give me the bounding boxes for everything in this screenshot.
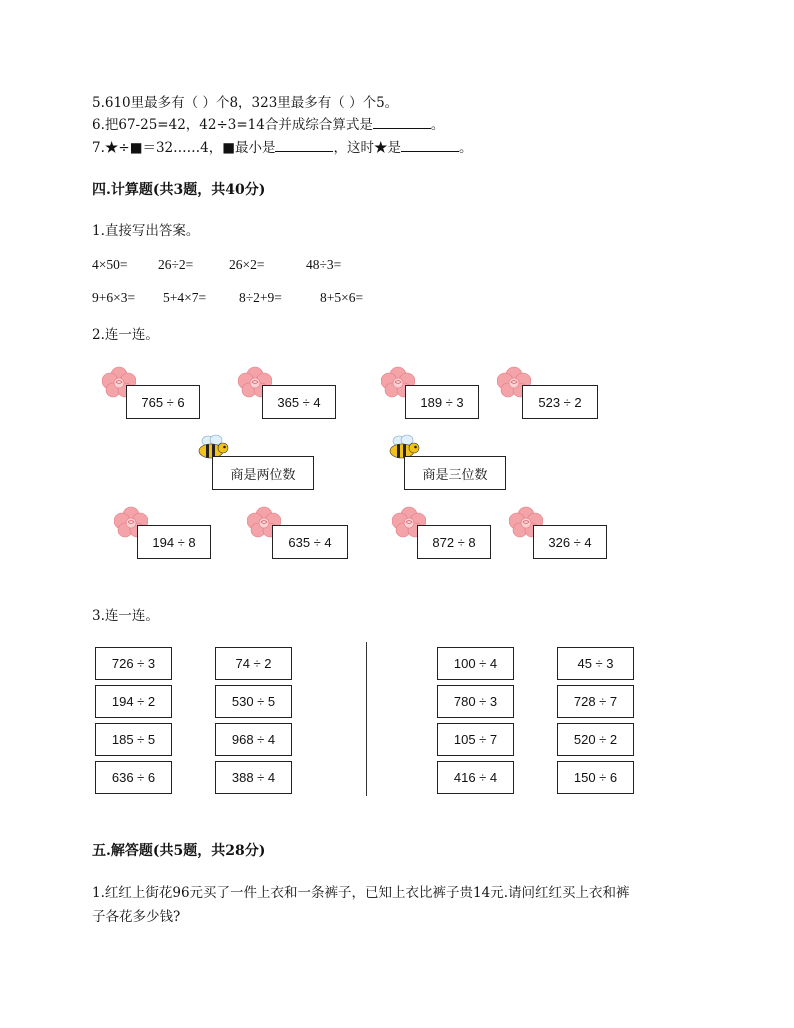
question-7-text: 7.★÷■＝32……4，■最小是	[92, 140, 276, 156]
calc-item: 9+6×3=	[92, 290, 136, 305]
division-box[interactable]: 100 ÷ 4	[437, 647, 514, 680]
question-7-end: 。	[458, 140, 473, 156]
calc-item: 26×2=	[229, 257, 265, 272]
category-box[interactable]: 商是三位数	[404, 456, 506, 490]
division-box[interactable]: 726 ÷ 3	[95, 647, 172, 680]
division-box[interactable]: 150 ÷ 6	[557, 761, 634, 794]
question-7-text-2: ，这时★是	[333, 140, 401, 156]
dividend-box[interactable]: 326 ÷ 4	[533, 525, 607, 559]
calc-item: 5+4×7=	[163, 290, 207, 305]
division-box[interactable]: 45 ÷ 3	[557, 647, 634, 680]
answer-blank[interactable]	[401, 139, 459, 152]
dividend-box[interactable]: 365 ÷ 4	[262, 385, 336, 419]
calc-question-1-title: 1.直接写出答案。	[92, 223, 200, 239]
division-box[interactable]: 194 ÷ 2	[95, 685, 172, 718]
calc-item: 8÷2+9=	[239, 290, 282, 305]
word-problem-line-1: 1.红红上街花96元买了一件上衣和一条裤子，已知上衣比裤子贵14元.请问红红买上衣和裤	[92, 885, 630, 901]
divider-line	[366, 642, 367, 796]
section-4-title: 四.计算题(共3题，共40分)	[92, 182, 266, 198]
dividend-box[interactable]: 635 ÷ 4	[272, 525, 348, 559]
answer-blank[interactable]	[373, 116, 431, 129]
dividend-box[interactable]: 189 ÷ 3	[405, 385, 479, 419]
match-question-3-title: 3.连一连。	[92, 608, 159, 624]
dividend-box[interactable]: 523 ÷ 2	[522, 385, 598, 419]
question-6-text: 6.把67-25=42，42÷3=14合并成综合算式是	[92, 117, 373, 133]
question-5: 5.610里最多有（ ）个8，323里最多有（ ）个5。	[92, 95, 399, 111]
division-box[interactable]: 780 ÷ 3	[437, 685, 514, 718]
division-box[interactable]: 728 ÷ 7	[557, 685, 634, 718]
category-box[interactable]: 商是两位数	[212, 456, 314, 490]
division-box[interactable]: 520 ÷ 2	[557, 723, 634, 756]
division-box[interactable]: 74 ÷ 2	[215, 647, 292, 680]
question-7	[92, 139, 472, 157]
dividend-box[interactable]: 872 ÷ 8	[417, 525, 491, 559]
answer-blank[interactable]	[275, 139, 333, 152]
division-box[interactable]: 636 ÷ 6	[95, 761, 172, 794]
division-box[interactable]: 105 ÷ 7	[437, 723, 514, 756]
question-6	[92, 116, 444, 134]
division-box[interactable]: 416 ÷ 4	[437, 761, 514, 794]
question-6-end: 。	[430, 117, 445, 133]
dividend-box[interactable]: 194 ÷ 8	[137, 525, 211, 559]
calc-item: 4×50=	[92, 257, 128, 272]
calc-item: 48÷3=	[306, 257, 342, 272]
division-box[interactable]: 530 ÷ 5	[215, 685, 292, 718]
section-5-title: 五.解答题(共5题，共28分)	[92, 843, 266, 859]
match-question-2-title: 2.连一连。	[92, 327, 159, 343]
division-box[interactable]: 388 ÷ 4	[215, 761, 292, 794]
division-box[interactable]: 968 ÷ 4	[215, 723, 292, 756]
word-problem-line-2: 子各花多少钱?	[92, 909, 181, 925]
calc-item: 8+5×6=	[320, 290, 364, 305]
dividend-box[interactable]: 765 ÷ 6	[126, 385, 200, 419]
calc-item: 26÷2=	[158, 257, 194, 272]
division-box[interactable]: 185 ÷ 5	[95, 723, 172, 756]
